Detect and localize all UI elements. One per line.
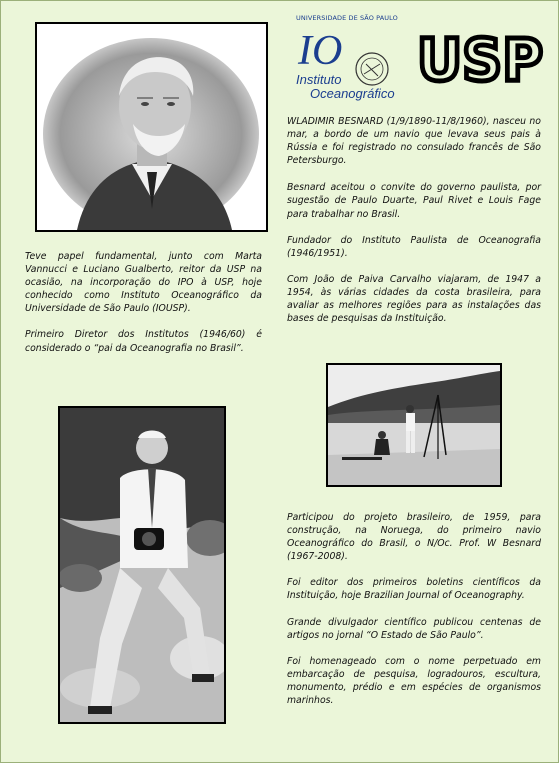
- bio-paragraph: Com João de Paiva Carvalho viajaram, de 1947 a 1954, às várias cidades da costa brasileira, para avaliar as melhores regiões para as instalações das bases de pesquisas da Instituição.: [287, 273, 541, 325]
- io-logo: [292, 14, 404, 104]
- bio-paragraph: Primeiro Diretor dos Institutos (1946/60) é considerado o “pai da Oceanografia no Brasil”.: [25, 329, 262, 354]
- usp-logo-text: USP: [417, 28, 543, 86]
- bio-text-bottom: [287, 511, 541, 707]
- bio-paragraph: Participou do projeto brasileiro, de 1959, para construção, na Noruega, do primeiro navio Oceanográfico do Brasil, o N/Oc. Prof. W Besnard (1967-2008).: [287, 512, 541, 563]
- bio-paragraph: Fundador do Instituto Paulista de Oceanografia (1946/1951).: [287, 234, 541, 259]
- university-label: UNIVERSIDADE DE SÃO PAULO: [296, 14, 398, 22]
- bio-paragraph: Foi editor dos primeiros boletins científicos da Instituição, hoje Brazilian Journal of Oceanography.: [287, 577, 541, 602]
- portrait-sketch: [35, 22, 268, 232]
- bio-paragraph: Teve papel fundamental, junto com Marta Vannucci e Luciano Gualberto, reitor da USP na ocasião, na incorporação do IPO à USP, hoje conhecido como Instituto Oceanográfico da Universidade de São Paulo (IOUSP).: [25, 251, 262, 315]
- bio-paragraph: WLADIMIR BESNARD (1/9/1890-11/8/1960), nasceu no mar, a bordo de um navio que levava seus pais à Rússia e foi registrado no consulado francês de São Petersburgo.: [287, 116, 541, 167]
- io-logo-line2: Oceanográfico: [310, 86, 395, 101]
- portrait-image: [37, 24, 266, 230]
- bio-paragraph: Foi homenageado com o nome perpetuado em embarcação de pesquisa, logradouros, escultura, monumento, prédio e em espécies de organismos marinhos.: [287, 655, 541, 707]
- standing-portrait-photo: [58, 406, 226, 724]
- field-survey-photo: [326, 363, 502, 487]
- bio-paragraph: Grande divulgador científico publicou centenas de artigos no jornal “O Estado de São Paulo”.: [287, 616, 541, 641]
- bio-text-top: [287, 115, 541, 325]
- bio-text-left: [25, 250, 262, 355]
- io-logo-line1: Instituto: [296, 72, 342, 87]
- bio-paragraph: Besnard aceitou o convite do governo paulista, por sugestão de Paulo Duarte, Paul Rivet e Louis Fage para trabalhar no Brasil.: [287, 182, 541, 220]
- io-logo-letters: IO: [298, 28, 343, 74]
- usp-logo: [415, 28, 545, 86]
